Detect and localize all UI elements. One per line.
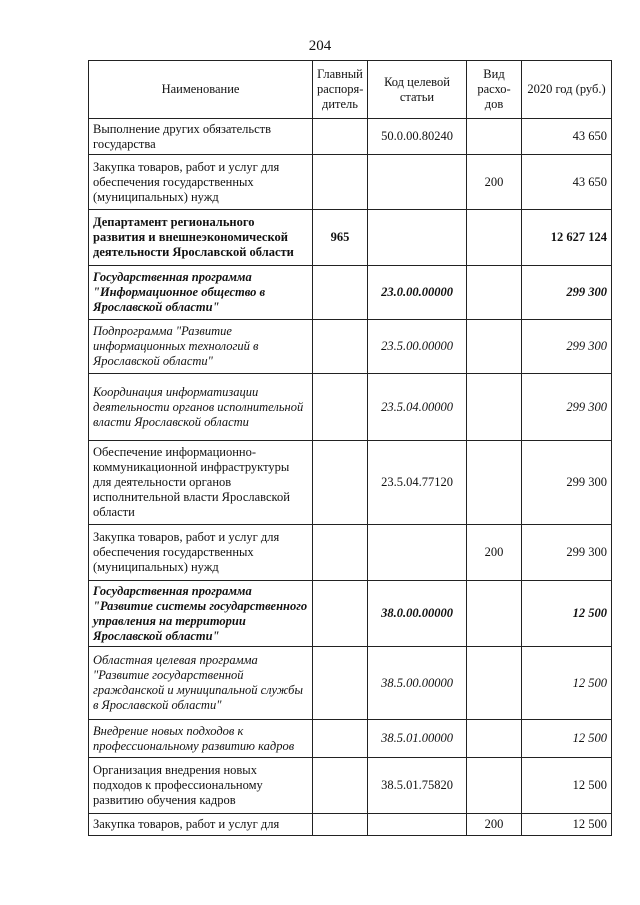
cell-type xyxy=(467,320,522,374)
cell-name: Государственная программа "Информационное общество в Ярославской области" xyxy=(89,266,313,320)
cell-amount: 12 627 124 xyxy=(522,210,612,266)
cell-admin xyxy=(313,758,368,814)
cell-amount: 43 650 xyxy=(522,155,612,210)
cell-code xyxy=(368,155,467,210)
cell-type xyxy=(467,374,522,441)
cell-name: Организация внедрения новых подходов к профессиональному развитию обучения кадров xyxy=(89,758,313,814)
cell-name: Государственная программа "Развитие системы государственного управления на территории Ярославской области" xyxy=(89,581,313,647)
cell-code xyxy=(368,525,467,581)
cell-code: 23.5.04.00000 xyxy=(368,374,467,441)
cell-name: Подпрограмма "Развитие информационных технологий в Ярославской области" xyxy=(89,320,313,374)
header-admin: Главный распоря-дитель xyxy=(313,61,368,119)
cell-amount: 299 300 xyxy=(522,266,612,320)
table-row xyxy=(89,758,612,814)
table-body xyxy=(89,119,612,836)
cell-admin xyxy=(313,266,368,320)
cell-amount: 12 500 xyxy=(522,581,612,647)
cell-code xyxy=(368,210,467,266)
cell-admin xyxy=(313,581,368,647)
cell-amount: 299 300 xyxy=(522,320,612,374)
cell-amount: 299 300 xyxy=(522,374,612,441)
cell-name: Департамент регионального развития и внешнеэкономической деятельности Ярославской области xyxy=(89,210,313,266)
cell-code: 38.0.00.00000 xyxy=(368,581,467,647)
cell-amount: 299 300 xyxy=(522,525,612,581)
cell-code: 23.5.04.77120 xyxy=(368,441,467,525)
cell-amount: 12 500 xyxy=(522,720,612,758)
cell-code: 23.0.00.00000 xyxy=(368,266,467,320)
budget-table xyxy=(88,60,612,836)
cell-name: Закупка товаров, работ и услуг для обеспечения государственных (муниципальных) нужд xyxy=(89,525,313,581)
cell-amount: 43 650 xyxy=(522,119,612,155)
header-code: Код целевой статьи xyxy=(368,61,467,119)
cell-admin xyxy=(313,155,368,210)
cell-code: 50.0.00.80240 xyxy=(368,119,467,155)
table-header-row xyxy=(89,61,612,119)
cell-type: 200 xyxy=(467,155,522,210)
cell-admin xyxy=(313,374,368,441)
cell-code: 38.5.01.00000 xyxy=(368,720,467,758)
cell-name: Выполнение других обязательств государства xyxy=(89,119,313,155)
cell-type: 200 xyxy=(467,525,522,581)
table-row xyxy=(89,581,612,647)
cell-amount: 12 500 xyxy=(522,814,612,836)
cell-name: Закупка товаров, работ и услуг для обеспечения государственных (муниципальных) нужд xyxy=(89,155,313,210)
table-row xyxy=(89,266,612,320)
table-row xyxy=(89,647,612,720)
cell-code xyxy=(368,814,467,836)
table-row xyxy=(89,320,612,374)
cell-admin xyxy=(313,441,368,525)
page-number: 204 xyxy=(308,38,332,54)
cell-admin xyxy=(313,647,368,720)
cell-admin xyxy=(313,525,368,581)
table-row xyxy=(89,155,612,210)
cell-code: 23.5.00.00000 xyxy=(368,320,467,374)
table-row xyxy=(89,210,612,266)
cell-name: Внедрение новых подходов к профессиональному развитию кадров xyxy=(89,720,313,758)
cell-name: Координация информатизации деятельности органов исполнительной власти Ярославской области xyxy=(89,374,313,441)
cell-name: Областная целевая программа "Развитие государственной гражданской и муниципальной службы в Ярославской области" xyxy=(89,647,313,720)
cell-type: 200 xyxy=(467,814,522,836)
header-type: Вид расхо-дов xyxy=(467,61,522,119)
cell-admin xyxy=(313,320,368,374)
table-row xyxy=(89,814,612,836)
cell-type xyxy=(467,210,522,266)
table-row xyxy=(89,525,612,581)
cell-type xyxy=(467,758,522,814)
table-row xyxy=(89,119,612,155)
cell-type xyxy=(467,441,522,525)
cell-admin xyxy=(313,119,368,155)
cell-name: Обеспечение информационно-коммуникационной инфраструктуры для деятельности органов исполнительной власти Ярославской области xyxy=(89,441,313,525)
table-row xyxy=(89,374,612,441)
cell-type xyxy=(467,266,522,320)
table-row xyxy=(89,720,612,758)
cell-amount: 12 500 xyxy=(522,758,612,814)
header-name: Наименование xyxy=(89,61,313,119)
cell-name: Закупка товаров, работ и услуг для xyxy=(89,814,313,836)
cell-type xyxy=(467,119,522,155)
cell-amount: 299 300 xyxy=(522,441,612,525)
cell-admin: 965 xyxy=(313,210,368,266)
cell-code: 38.5.00.00000 xyxy=(368,647,467,720)
header-amount: 2020 год (руб.) xyxy=(522,61,612,119)
table-row xyxy=(89,441,612,525)
cell-type xyxy=(467,720,522,758)
cell-type xyxy=(467,581,522,647)
cell-code: 38.5.01.75820 xyxy=(368,758,467,814)
cell-admin xyxy=(313,814,368,836)
cell-admin xyxy=(313,720,368,758)
cell-type xyxy=(467,647,522,720)
cell-amount: 12 500 xyxy=(522,647,612,720)
